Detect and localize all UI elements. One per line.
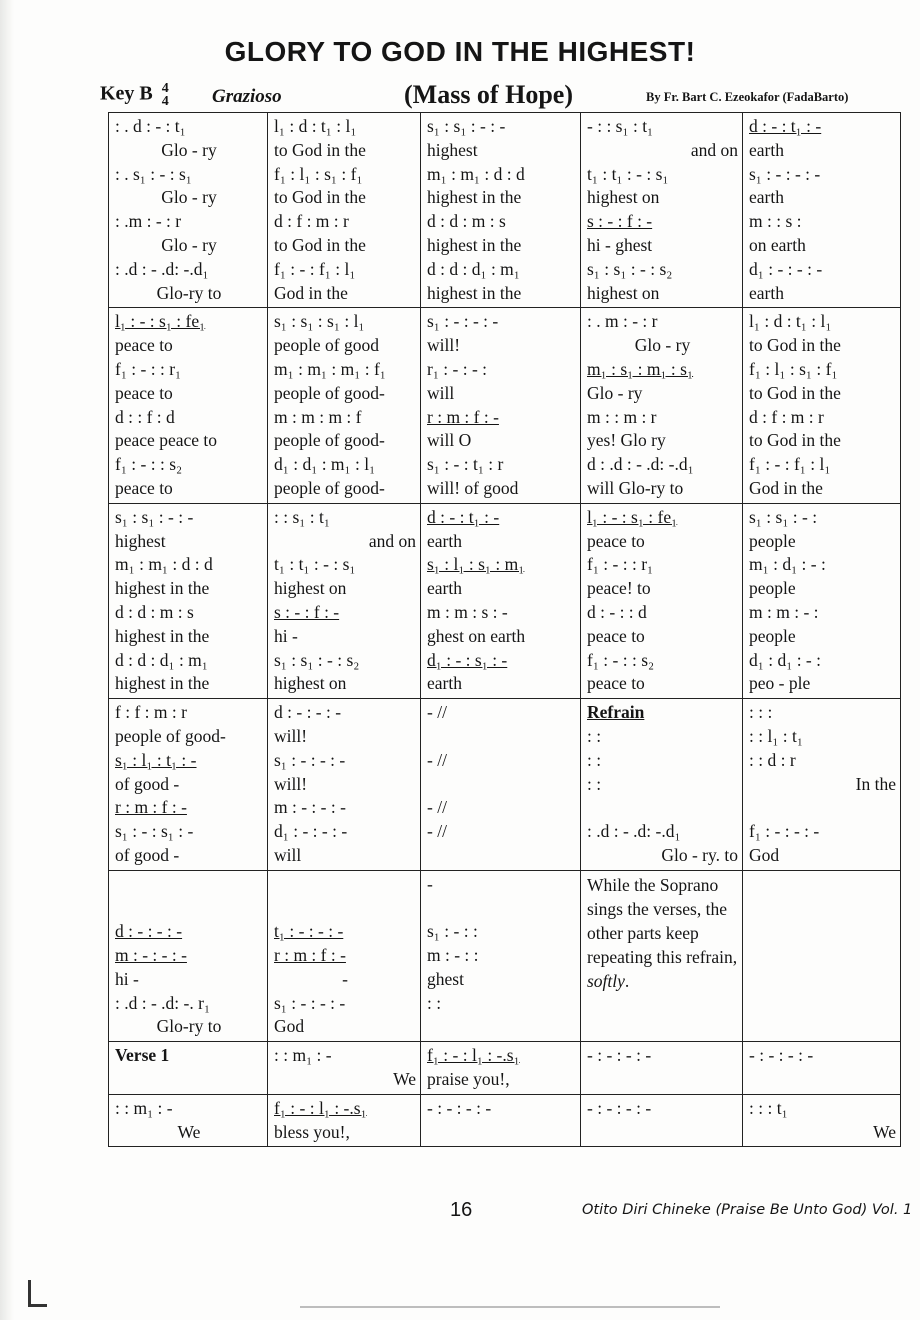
lyric-line: highest on [587, 187, 660, 208]
solfa-line: d : d : d₁ : m₁ [427, 258, 520, 279]
lyric-line: highest in the [115, 578, 210, 599]
book-title: Otito Diri Chineke (Praise Be Unto God) Vol. 1 [582, 1202, 913, 1218]
solfa-line: : : [427, 992, 442, 1013]
score-cell [109, 870, 268, 1042]
solfa-line: : . d : - : t₁ [115, 116, 186, 136]
score-row [109, 503, 901, 698]
lyric-line: to God in the [749, 430, 841, 451]
solfa-line: - : - : - : - [587, 1097, 652, 1118]
solfa-line: f₁ : - : : r₁ [115, 358, 182, 379]
lyric-line: people of good- [274, 430, 385, 451]
lyric-line: earth [749, 139, 784, 160]
solfa-line: s₁ : s₁ : - : - [115, 506, 194, 527]
solfa-line: l₁ : - : s₁ : fe₁ [587, 506, 678, 527]
lyric-line: praise you!, [427, 1069, 510, 1090]
softly-emphasis: softly [587, 970, 625, 991]
solfa-score-table [108, 112, 901, 1147]
solfa-line: - // [427, 821, 447, 842]
lyric-line: bless you!, [274, 1121, 350, 1142]
solfa-line: m₁ : m₁ : m₁ : f₁ [274, 358, 386, 379]
solfa-line: d₁ : d₁ : m₁ : l₁ [274, 454, 376, 475]
score-cell [743, 699, 901, 871]
solfa-line: f₁ : - : : s₂ [115, 454, 183, 475]
solfa-line [115, 873, 263, 897]
lyric-line: highest [115, 530, 166, 551]
solfa-line: s₁ : - : t₁ : r [427, 454, 504, 475]
solfa-line [274, 897, 416, 921]
lyric-line: will! of good [427, 477, 519, 498]
solfa-line: d : - : : d [587, 601, 647, 622]
lyric-line [749, 1068, 896, 1092]
lyric-line: earth [749, 187, 784, 208]
score-cell [109, 503, 268, 698]
solfa-line: d : .d : - .d: -.d₁ [587, 454, 694, 475]
lyric-line: will [427, 382, 455, 403]
score-cell [421, 1042, 581, 1095]
lyric-line: of good - [115, 773, 180, 794]
score-cell [109, 113, 268, 308]
solfa-line: d : f : m : r [749, 406, 824, 427]
solfa-line: f₁ : - : l₁ : -.s₁ [427, 1045, 520, 1066]
score-row [109, 699, 901, 871]
solfa-line: f₁ : - : f₁ : l₁ [749, 454, 831, 475]
solfa-line: s₁ : - : - : - [749, 163, 821, 184]
score-cell [581, 699, 743, 871]
solfa-line: f₁ : l₁ : s₁ : f₁ [749, 358, 838, 379]
solfa-line: d₁ : d₁ : - : [749, 649, 821, 670]
solfa-line [587, 796, 738, 820]
lyric-line: peo - ple [749, 673, 811, 694]
lyric-line: hi - [274, 625, 298, 646]
lyric-line: ghest [427, 968, 464, 989]
solfa-line: - : - : - : - [587, 1045, 652, 1066]
solfa-line: m : m : s : - [427, 601, 508, 622]
lyric-line: peace peace to [115, 430, 218, 451]
lyric-line: Glo-ry to [156, 1016, 222, 1037]
solfa-line: : : [587, 725, 602, 746]
solfa-line: - // [427, 797, 447, 818]
score-cell [581, 1042, 743, 1095]
solfa-line: : : s₁ : t₁ [274, 506, 330, 527]
solfa-line: r : m : f : - [115, 797, 187, 818]
score-cell [421, 503, 581, 698]
solfa-line: l₁ : - : s₁ : fe₁ [115, 311, 206, 332]
score-cell [268, 113, 421, 308]
score-cell [268, 503, 421, 698]
solfa-line: s₁ : - : - : - [274, 992, 346, 1013]
solfa-line: d : : f : d [115, 406, 175, 427]
lyric-line: peace to [587, 673, 645, 694]
solfa-line: s₁ : - : : [427, 921, 478, 942]
page-corner-mark [28, 1280, 47, 1307]
score-cell [421, 699, 581, 871]
lyric-line: Glo - ry [634, 335, 691, 356]
lyric-line: will O [427, 430, 472, 451]
performance-note: While the Soprano sings the verses, the other parts keep repeating this refrain, softly. [587, 874, 738, 991]
lyric-line: hi - ghest [587, 234, 653, 255]
solfa-line: d₁ : - : - : - [274, 821, 348, 842]
lyric-line: peace to [587, 625, 645, 646]
lyric-line: earth [427, 530, 462, 551]
score-cell [109, 1094, 268, 1147]
score-cell [421, 308, 581, 503]
page-edge [0, 0, 14, 1320]
score-cell [581, 1094, 743, 1147]
solfa-line: : . s₁ : - : s₁ [115, 163, 192, 184]
solfa-line: t₁ : - : - : - [274, 921, 344, 942]
lyric-line: God [274, 1016, 305, 1037]
solfa-line: m : m : - : [749, 601, 819, 622]
solfa-line: m : - : : [427, 945, 479, 966]
lyric-line: of good - [115, 844, 180, 865]
score-cell [268, 1094, 421, 1147]
lyric-line: hi - [115, 968, 139, 989]
lyric-line: highest [427, 139, 478, 160]
lyric-line: earth [427, 578, 462, 599]
page-title: GLORY TO GOD IN THE HIGHEST! [224, 36, 696, 67]
solfa-line [115, 897, 263, 921]
solfa-line: d : d : d₁ : m₁ [115, 649, 208, 670]
lyric-line: - [342, 968, 348, 989]
composer-credit: By Fr. Bart C. Ezeokafor (FadaBarto) [646, 90, 849, 104]
refrain-heading: Refrain [587, 702, 645, 723]
solfa-line: m : - : - : - [274, 797, 346, 818]
score-cell [421, 1094, 581, 1147]
solfa-line: : .d : - .d: -. r₁ [115, 992, 211, 1013]
solfa-line: s : - : f : - [587, 211, 653, 232]
score-cell [268, 699, 421, 871]
lyric-line: highest on [274, 673, 347, 694]
solfa-line: d : - : t₁ : - [427, 506, 500, 527]
lyric-line: highest in the [115, 673, 210, 694]
solfa-line: m : - : - : - [115, 945, 187, 966]
lyric-line [115, 1068, 263, 1092]
lyric-line: will Glo-ry to [587, 477, 684, 498]
score-cell [581, 308, 743, 503]
solfa-line: l₁ : d : t₁ : l₁ [274, 116, 357, 136]
score-row [109, 1042, 901, 1095]
lyric-line: peace to [115, 382, 173, 403]
solfa-line: s₁ : - : s₁ : - [115, 821, 194, 842]
solfa-line: : . m : - : r [587, 311, 658, 332]
solfa-line: s₁ : s₁ : - : s₂ [587, 258, 673, 279]
lyric-line: Glo - ry [587, 382, 643, 403]
solfa-line: r : m : f : - [274, 945, 346, 966]
solfa-line: m : m : m : f [274, 406, 362, 427]
solfa-line: - // [427, 702, 447, 723]
lyric-line: highest in the [427, 187, 522, 208]
solfa-line: m : : m : r [587, 406, 657, 427]
bottom-rule [300, 1306, 720, 1308]
lyric-line: people of good- [274, 382, 385, 403]
lyric-line: Glo - ry [161, 234, 217, 255]
score-cell [109, 308, 268, 503]
lyric-line: peace to [115, 477, 173, 498]
solfa-line: : : l₁ : t₁ [749, 725, 804, 746]
score-row [109, 870, 901, 1042]
solfa-line: : : d : r [749, 749, 796, 770]
key-label: Key B [100, 82, 153, 105]
solfa-line: f₁ : - : f₁ : l₁ [274, 258, 356, 279]
score-cell [421, 113, 581, 308]
solfa-line: d : - : - : - [274, 702, 342, 723]
solfa-line: : : : t₁ [749, 1097, 788, 1118]
solfa-line: - [427, 873, 433, 894]
lyric-line: highest in the [427, 234, 522, 255]
solfa-line: : : [587, 773, 602, 794]
solfa-line: s₁ : s₁ : - : - [427, 116, 506, 136]
lyric-line: highest in the [427, 282, 522, 303]
lyric-line: highest in the [115, 625, 210, 646]
solfa-line: m₁ : d₁ : - : [749, 554, 826, 575]
lyric-line [427, 1121, 576, 1145]
solfa-line: s₁ : s₁ : - : s₂ [274, 649, 360, 670]
lyric-line: to God in the [274, 234, 366, 255]
lyric-line: to God in the [749, 382, 841, 403]
score-cell [109, 699, 268, 871]
solfa-line: : .d : - .d: -.d₁ [587, 821, 681, 842]
score-cell [268, 1042, 421, 1095]
solfa-line: l₁ : d : t₁ : l₁ [749, 311, 832, 332]
lyric-line: on earth [749, 234, 806, 255]
lyric-line: people of good [274, 335, 379, 356]
score-cell [743, 503, 901, 698]
key-signature [100, 82, 171, 108]
score-cell [268, 870, 421, 1042]
lyric-line: people [749, 625, 796, 646]
lyric-line: to God in the [274, 187, 366, 208]
lyric-line: Glo - ry [161, 187, 217, 208]
solfa-line: : : : [749, 702, 773, 723]
solfa-line: r₁ : - : - : [427, 358, 488, 379]
solfa-line: m : : s : [749, 211, 802, 232]
score-row [109, 1094, 901, 1147]
lyric-line: and on [690, 139, 738, 160]
solfa-line [274, 873, 416, 897]
lyric-line: highest on [587, 282, 660, 303]
solfa-line: - : - : - : - [427, 1097, 492, 1118]
solfa-line: f : f : m : r [115, 702, 187, 723]
solfa-line: m₁ : s₁ : m₁ : s₁ [587, 358, 694, 379]
solfa-line: : : m₁ : - [274, 1045, 332, 1066]
time-sig-bottom: 4 [161, 94, 169, 109]
lyric-line: ghest on earth [427, 625, 526, 646]
score-cell [743, 870, 901, 1042]
solfa-line: d : d : m : s [115, 601, 194, 622]
lyric-line: people of good- [115, 725, 226, 746]
solfa-line: t₁ : t₁ : - : s₁ [587, 163, 669, 184]
lyric-line: Glo - ry [161, 139, 217, 160]
lyric-line: and on [368, 530, 416, 551]
solfa-line: : .d : - .d: -.d₁ [115, 258, 209, 279]
lyric-line: earth [427, 673, 462, 694]
solfa-line: - : - : - : - [749, 1045, 814, 1066]
lyric-line: yes! Glo ry [587, 430, 666, 451]
empty-line [749, 873, 896, 897]
solfa-line: t₁ : t₁ : - : s₁ [274, 554, 356, 575]
lyric-line: God [749, 844, 780, 865]
lyric-line: We [177, 1121, 201, 1142]
solfa-line: d : - : - : - [115, 921, 183, 942]
solfa-line: d₁ : - : s₁ : - [427, 649, 508, 670]
lyric-line: We [393, 1069, 416, 1090]
tempo-marking: Grazioso [212, 86, 282, 107]
lyric-line: God in the [749, 477, 823, 498]
solfa-line: d : - : t₁ : - [749, 116, 822, 136]
solfa-line: s₁ : - : - : - [274, 749, 346, 770]
solfa-line [427, 897, 576, 921]
solfa-line: f₁ : - : l₁ : -.s₁ [274, 1097, 367, 1118]
score-row [109, 308, 901, 503]
solfa-line: d : f : m : r [274, 211, 349, 232]
lyric-line: peace! to [587, 578, 651, 599]
lyric-line: highest on [274, 578, 347, 599]
solfa-line [749, 796, 896, 820]
score-cell [109, 1042, 268, 1095]
solfa-line: f₁ : - : - : - [749, 821, 820, 842]
lyric-line: people [749, 530, 796, 551]
solfa-line: f₁ : l₁ : s₁ : f₁ [274, 163, 363, 184]
score-cell [743, 113, 901, 308]
lyric-line: people of good- [274, 477, 385, 498]
solfa-line: s₁ : s₁ : s₁ : l₁ [274, 311, 365, 332]
solfa-line: - // [427, 749, 447, 770]
solfa-line: f₁ : - : : r₁ [587, 554, 654, 575]
lyric-line: earth [749, 282, 784, 303]
lyric-line [427, 773, 576, 797]
page-number: 16 [450, 1199, 473, 1221]
score-row [109, 113, 901, 308]
lyric-line: peace to [115, 335, 173, 356]
solfa-line: s₁ : l₁ : t₁ : - [115, 749, 197, 770]
lyric-line: Glo - ry. to [661, 844, 738, 865]
solfa-line: d : d : m : s [427, 211, 506, 232]
verse-heading: Verse 1 [115, 1045, 170, 1066]
lyric-line [427, 1015, 576, 1039]
solfa-line: d₁ : - : - : - [749, 258, 823, 279]
time-sig-top: 4 [161, 81, 169, 96]
solfa-line: r : m : f : - [427, 406, 499, 427]
solfa-line: m₁ : m₁ : d : d [115, 554, 213, 575]
score-cell [743, 308, 901, 503]
solfa-line: s₁ : s₁ : - : [749, 506, 818, 527]
solfa-line: s : - : f : - [274, 601, 340, 622]
lyric-line: to God in the [749, 335, 841, 356]
lyric-line: peace to [587, 530, 645, 551]
mass-subtitle: (Mass of Hope) [404, 80, 573, 109]
solfa-line: : : m₁ : - [115, 1097, 173, 1118]
lyric-line: will! [427, 335, 461, 356]
lyric-line: will! [274, 725, 308, 746]
lyric-line [427, 725, 576, 749]
score-cell [421, 870, 581, 1042]
lyric-line: We [873, 1121, 896, 1142]
time-signature [162, 82, 169, 108]
score-cell [581, 113, 743, 308]
solfa-line: - : : s₁ : t₁ [587, 116, 654, 136]
solfa-line: : : [587, 749, 602, 770]
score-cell [743, 1094, 901, 1147]
score-cell [268, 308, 421, 503]
solfa-line: s₁ : l₁ : s₁ : m₁ [427, 554, 525, 575]
solfa-line: m₁ : m₁ : d : d [427, 163, 525, 184]
score-cell [581, 870, 743, 1042]
solfa-line: : .m : - : r [115, 211, 182, 232]
lyric-line: to God in the [274, 139, 366, 160]
solfa-line: s₁ : - : - : - [427, 311, 499, 332]
lyric-line: In the [855, 773, 896, 794]
lyric-line: will! [274, 773, 308, 794]
lyric-line: God in the [274, 282, 348, 303]
lyric-line: Glo-ry to [156, 282, 222, 303]
lyric-line [587, 1121, 738, 1145]
solfa-line: f₁ : - : : s₂ [587, 649, 655, 670]
score-cell [743, 1042, 901, 1095]
lyric-line: people [749, 578, 796, 599]
lyric-line [427, 844, 576, 868]
score-cell [581, 503, 743, 698]
lyric-line [587, 1068, 738, 1092]
lyric-line: will [274, 844, 302, 865]
